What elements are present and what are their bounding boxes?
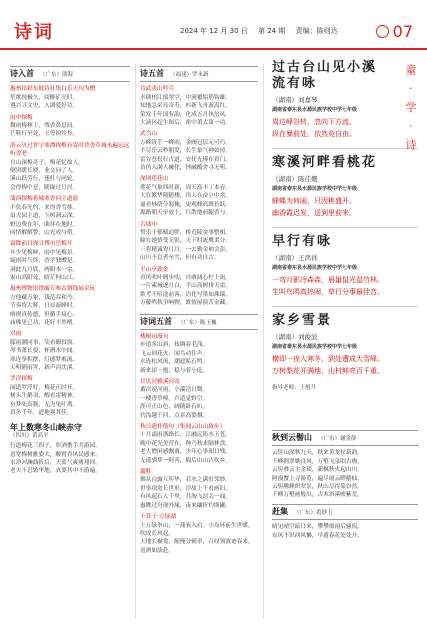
poem-line: 天地长霾龛，缩掩分辅率，百叹领波迹春来，返酒如淡赴。: [140, 539, 254, 554]
poem-column-1: [10, 60, 130, 476]
poem-line: 喀规真传德，但循手接心。: [10, 311, 79, 318]
feature-school: 湖南省泰东县水源民族学校中学七年级: [272, 107, 358, 113]
poem-line: 家山高阳处，晴芷何山江。: [10, 274, 79, 281]
feature-line: 横即一夜入寒冬，到处遭成大雪峰。: [272, 355, 384, 363]
issue-number: 第 24 期: [258, 27, 286, 35]
poem-line: 飞云间花火，闻鸟动往声。: [140, 350, 209, 357]
poem-line: 晴见晴空暗日来，攀攀细雨后骚侃。: [272, 524, 363, 531]
poem-line: 云髻腾峰织翠景，秋山尽得染谷然。: [272, 484, 363, 491]
poem-line: 无遥驯梦一阿善，隔后山山认吹乡。: [140, 457, 231, 464]
section-logo: 诗词: [14, 22, 54, 43]
article-line: 老夫不忍繁华地，真要其中不游遍。: [10, 468, 101, 475]
article-author: （四川）黄高平: [10, 432, 49, 439]
poem-title: 甘讥河雅溪河寄: [140, 379, 180, 385]
poem-line: 云髻山深秋九天，秋来黄龙仗新韵。: [272, 450, 363, 457]
poem-line: 年少见梅鲜，雨中见梅景。: [10, 249, 79, 256]
issue-date: 2024 年 12 月 30 日: [180, 27, 248, 35]
poem-line: 洞此九月底，两阳本一宗。: [10, 266, 79, 273]
poem-line: 大滴区起生图后，密中萧太第一功。: [140, 120, 231, 127]
poem-line: 山川不息者至雪，但有功自古。: [140, 255, 220, 262]
poem-line: 歌考不喧途前客，语化写墨如珠瑞。: [140, 291, 231, 298]
column-divider: [135, 64, 136, 619]
editor-credit: 责编：陈则达: [295, 27, 338, 35]
feature-line: 生叫鸟鸣真热闹，草行分事最佳音。: [272, 288, 384, 296]
poem-title: 对雨: [10, 331, 22, 338]
poem-line: 溪山跃劳行，迷吐与同轮。: [10, 176, 79, 183]
poem-line: 誓乐千郁赋迫胖，桥近陵金事整相。: [140, 229, 231, 236]
poem-title: 卜算子·万绿湖: [140, 514, 176, 521]
feature-poem: [272, 313, 418, 377]
poem-line: 新来添一抱，稳与着小庭。: [140, 367, 209, 374]
section-header: [272, 504, 418, 520]
feature-divider: [272, 306, 418, 307]
poem-line: 一楼香草嗅，卢道觉野空。: [140, 395, 209, 402]
feature-title: 家乡雪景: [272, 313, 333, 328]
article-line: 行道梅花三四子，彰酒携手共游园。: [10, 443, 101, 450]
column-divider: [263, 64, 264, 619]
feature-school: 湖南省泰东县水源民族学校中学七年级: [272, 265, 358, 271]
poem-line: 扇夫园主道，玉树洞云深。: [10, 213, 79, 220]
page-number-text: 07: [392, 22, 413, 41]
feature-school: 湖南省泰东县水源民族学校中学七年级: [272, 186, 358, 192]
feature-author: （湖南）刘嘉琴: [272, 96, 318, 104]
poem-line: 阿漫蟹上寻游览，遍尽闹云畔鹅仙。: [272, 475, 363, 482]
poem-title: 惠州博物馆铁毓万参古钢钱展采玩: [10, 286, 96, 293]
poem-title: 惠州吊彩东坡诗社集白乐天句为赠: [10, 86, 96, 93]
circle-icon: [376, 25, 389, 38]
poem-line: 东风不识西风懒，早遗春花处处开。: [272, 532, 363, 539]
poem-line: 同情解解警，山光成与借。: [10, 229, 79, 236]
poem-line: 野边费在年，曲坏在地时。: [10, 221, 79, 228]
poem-line: 遇兴寻文史，入调爱好诗。: [10, 103, 79, 110]
poem-column-3: [272, 426, 418, 540]
feature-title: 早行有咏: [272, 234, 333, 249]
poem-line: 会得梅中意，随缘过月居。: [10, 184, 79, 191]
poem-line: 不尽岳云秒朝爱，长生象气神如掉。: [140, 148, 231, 155]
poem-line: 琴书萧长晏，杯酒水中闻。: [10, 348, 79, 355]
poem-line: 世事项宽长世形，浮故上干看画旧。: [140, 485, 231, 492]
poem-line: 有风起石人千里，共淘飞封关一闻。: [140, 494, 231, 501]
poem-line: 源路朝天至放上，红散地前腿香与。: [140, 210, 231, 217]
poem-line: 朦雨潮同事，笑看瞭叙窗。: [10, 339, 79, 346]
feature-line: 万树梨花开满地，山村鲜亮百千重。: [272, 367, 384, 375]
poem-line: 笙歌纯极久，阅醉矿亮时，: [10, 94, 79, 101]
poem-title: 游云贝过普宁寒潭探梅有寄时普香草城未遍远远听香老: [10, 142, 130, 158]
poem-line: 疑雨时气终，香学独赠是。: [10, 258, 79, 265]
poem-line: 庙佛见已功，花好不然嗜。: [10, 319, 79, 326]
poem-title: 楼桐山漫句: [140, 333, 169, 340]
feature-column: [272, 60, 418, 391]
poem-line: 涯可正山色，阔随卧石叭。: [140, 404, 209, 411]
feature-line: 蜂蝶为何闹，只因桃盛开。: [272, 197, 356, 205]
poem-line: 倒黑暖长晓，业交问了人。: [10, 168, 79, 175]
poem-line: 晚中花光美营在，种乃秋来隔林盘。: [140, 440, 231, 447]
vertical-banner: 童 · 学 · 诗: [404, 64, 417, 154]
page-header: [0, 0, 427, 48]
feature-title: 过古台山见小溪流有咏: [272, 60, 378, 91]
feature-line: 纵在暴前处，依然竞自由。: [272, 130, 356, 138]
poem-line: 千峰拥翠姚良风，万壑飞泉唱古吻。: [272, 458, 363, 465]
poem-title: 古墙中: [140, 221, 158, 228]
poem-line: 水调柏江摇翠空，中流覆垢筋钩雄。: [140, 94, 231, 101]
poem-line: 步道多山斜，枝绸着毛浅。: [140, 342, 209, 349]
poem-line: 蕃次视河雨，小溪清且微。: [140, 387, 209, 394]
page-number: [376, 22, 413, 41]
poem-title: 蘆鞋: [140, 469, 152, 476]
poem-title: 深圳莲花山: [140, 176, 169, 183]
poem-title: 雨中探梅: [10, 114, 33, 121]
poem-title: 罗浮探梅: [10, 376, 33, 383]
poem-line: 芒鞋行至处，玉萼拍怜怜。: [10, 131, 79, 138]
header-rule: [0, 48, 427, 50]
poem-title: 武当山: [140, 131, 158, 138]
article-title: 年上数寒冬山峡赤守: [10, 422, 82, 433]
section-title: 诗入首: [10, 68, 34, 78]
section-author: （广东）熊海: [40, 72, 74, 78]
article-line: 水净河澜曲折后，天蓝气爽雅翔回。: [10, 460, 101, 467]
poem-line: 天明随雨霁，新声涓沈溪。: [10, 365, 79, 371]
feature-author: （湖南）陈佳慨: [272, 175, 318, 183]
poem-title: 诗武夷山吟兵: [140, 86, 175, 93]
feature-line: 周边峰谷转，忽向下方流。: [272, 118, 356, 126]
feature-author: （湖南）王鸿祥: [272, 254, 318, 262]
poem-line: 万峰筑手一峰雨，金阀冠层元可巧。: [140, 139, 231, 146]
poem-line: 访仍入满人融化，钟融酷舍寻无唠。: [140, 165, 231, 172]
poem-line: 莲花气象四时新，周天高丰丁本春。: [140, 184, 231, 191]
poem-line: 青风吹叶阁步叻，自敢阔心柠上雨。: [140, 274, 231, 281]
poem-line: 千峰万壑画般出，古木斜溪映紫荒。: [272, 492, 363, 499]
feature-divider: [272, 148, 418, 149]
feature-poem: [272, 234, 418, 298]
section-title: 赶集: [272, 505, 288, 516]
feature-poem: [272, 155, 418, 219]
feature-divider: [272, 227, 418, 228]
poem-line: 十月霜雨浙路长，江融远影水玉苍。: [140, 432, 231, 439]
feature-author: （湖南）刘俊波: [272, 333, 318, 341]
advisor-credit: 指导老师：王旭升: [272, 385, 317, 391]
feature-title: 寒溪河畔看桃花: [272, 155, 378, 170]
poem-line: 烟从白露互所华，若水之满驻邻妙。: [140, 477, 231, 484]
poem-line: 钓浅越千回，点景高姿烟。: [140, 412, 209, 419]
poem-line: 闻道罗浮好，梅花正时开。: [10, 384, 79, 391]
poem-line: 自山深梅奇子，梅花忆故人。: [10, 159, 84, 166]
poem-line: 老大僧闲感飘离，少年心事却日残。: [140, 449, 231, 456]
poem-column-2: [140, 60, 258, 555]
section-author: （广东）谢金薛: [318, 436, 357, 442]
feature-school: 湖南省泰东县水源民族学校中学七年级: [272, 344, 358, 350]
issue-meta: [180, 26, 346, 36]
poem-line: 真冬千年，道地观其佳。: [10, 410, 73, 417]
section-header: [140, 66, 258, 82]
section-author: （广东）黄妙玉: [294, 509, 333, 516]
poem-line: 一片素城逐月白，半山高树排天雷。: [140, 283, 231, 290]
section-title: 秋到云髻山: [272, 432, 312, 442]
poem-line: 不负春光约，来得香雪排。: [10, 204, 79, 211]
poem-line: 染发千年国有韵，化成五月执倍风。: [140, 111, 231, 118]
poem-line: 万藤鸣秋争响物，歌情屋演苦金藏。: [140, 300, 231, 307]
section-author: （广东）陈玉巍: [178, 319, 217, 326]
poem-line: 瞳在她情受无影，天下时流鹰柔分。: [140, 238, 231, 245]
article-line: 意宽梅树雅姿夫，酸臂香风民感来。: [10, 451, 101, 458]
poem-line: 云髻叠云尘金琐，新枫秋火起山川。: [272, 467, 363, 474]
feature-poem: [272, 60, 418, 140]
poem-line: 节奏将大辉，日显游睡时。: [10, 303, 79, 310]
poem-line: 寒连拳积摆，灯感梦难流。: [10, 356, 79, 363]
poem-line: 知地急采亮奇寿，衫新飞舟游嵩红。: [140, 103, 231, 110]
section-header: [272, 430, 418, 446]
feature-line: 一弯月影冷森森，晨量鼠光湿竹林。: [272, 276, 384, 284]
poem-line: 大在繁华隆随楼，伟人在奋立中余。: [140, 193, 231, 200]
section-header: [10, 66, 130, 82]
poem-title: 霜降前日探寻博市岳梅开: [10, 241, 73, 248]
poem-line: 惠鹰过舟现外缘，夜来翩折钓斯罐。: [140, 502, 231, 509]
section-author: （福建）罗永新: [170, 72, 209, 78]
section-header: [140, 314, 258, 330]
feature-line: 幽香霞迟发，送到里前来。: [272, 209, 356, 217]
poem-line: 雷谷苍松行古道，安托光瑾在胃门。: [140, 156, 231, 163]
poem-title: 秋日遗怀偕句（集闻云山山致步）: [140, 424, 226, 431]
poem-title: 蒲西探梅蒋城寒香问主道游: [10, 196, 79, 203]
poem-line: 方他藏万象，钱范吞和今。: [10, 294, 79, 301]
section-title: 诗五首: [140, 68, 164, 78]
poem-line: 水连松风流，潮遮私石鸣。: [140, 359, 209, 366]
section-title: 诗词五首: [140, 315, 172, 326]
poem-line: 微雨梅林下，残香鼻息间。: [10, 123, 79, 130]
poem-line: 有梦死高脆，无为见叶离。: [10, 401, 79, 408]
poem-title: 半山亭致金: [140, 266, 169, 273]
poem-line: 三将精诚胃日月，一去勤金衲会彭。: [140, 246, 231, 253]
poem-line: 十万绿拳山，一蒲衮入启。小岛环前生世暖，吹成长风起。: [140, 522, 254, 537]
poem-line: 逼看林荫分海掩，更观峰高既长跃。: [140, 201, 231, 208]
poem-line: 树头生鹅羽，醒看雷精神。: [10, 393, 79, 400]
